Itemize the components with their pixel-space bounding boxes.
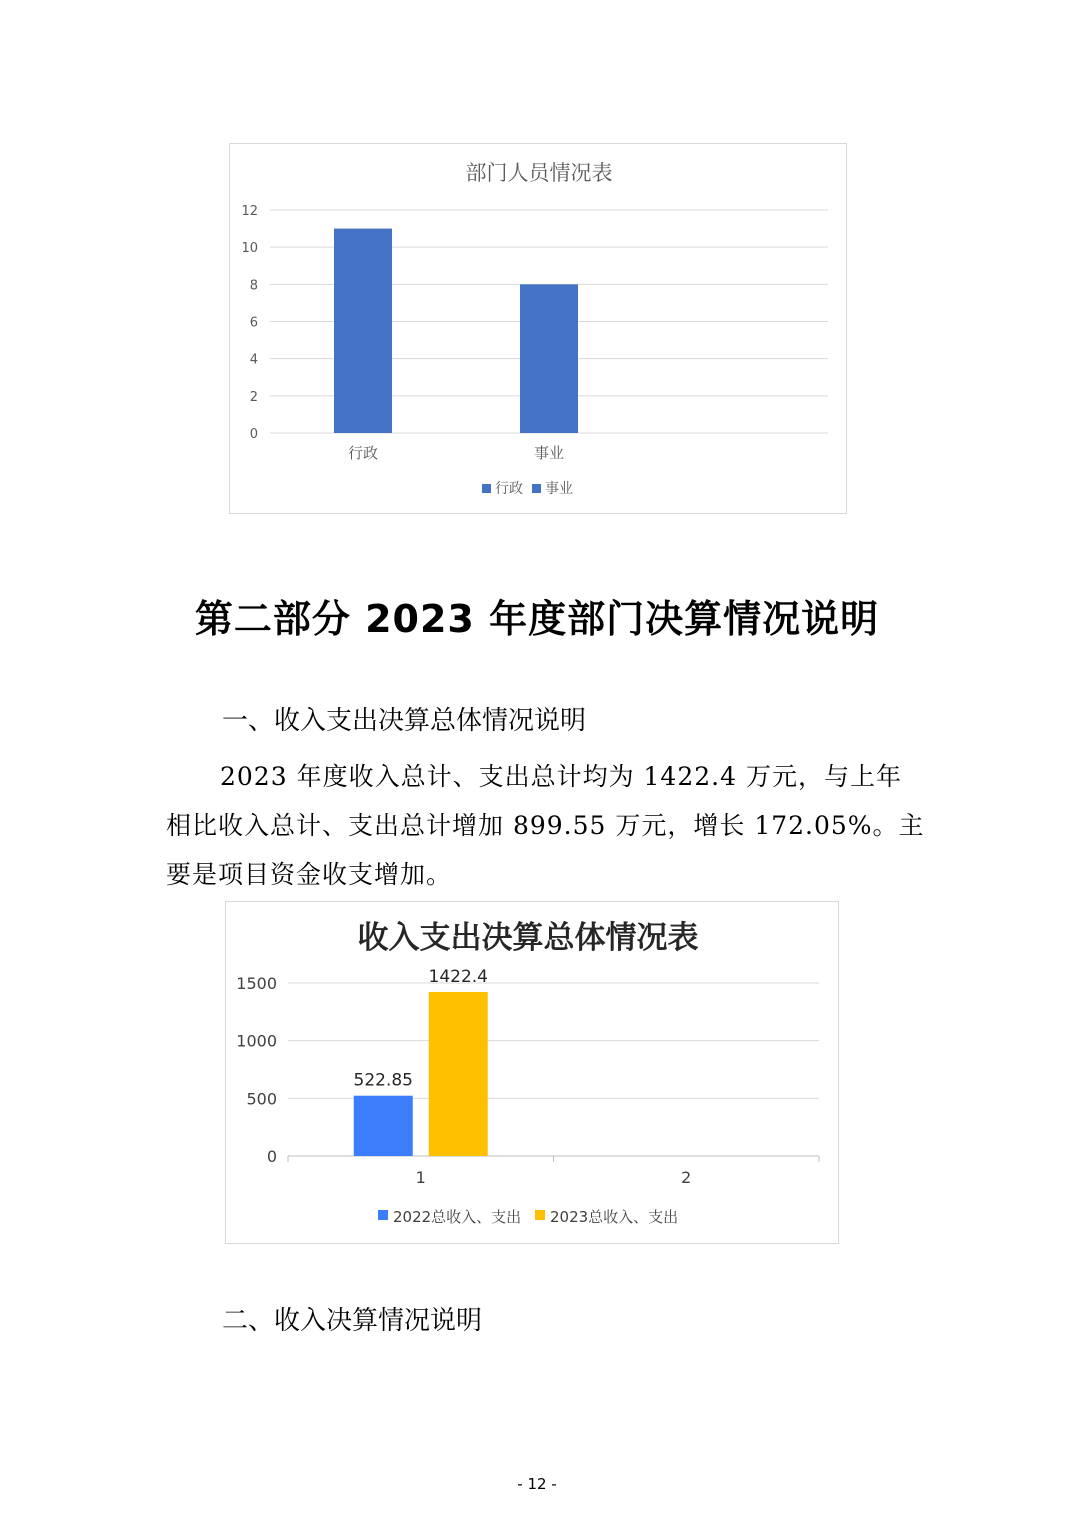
- staff-chart-svg: [230, 144, 848, 515]
- legend-swatch: [532, 484, 541, 493]
- income-chart-svg: [226, 902, 840, 1245]
- legend-swatch: [378, 1210, 388, 1220]
- legend-swatch: [535, 1210, 545, 1220]
- legend-label: 2023总收入、支出: [550, 1208, 679, 1226]
- y-tick-label: 6: [249, 315, 258, 331]
- x-tick-label: 事业: [533, 444, 565, 462]
- legend-swatch: [482, 484, 491, 493]
- bar-2023: [429, 992, 488, 1156]
- y-tick-label: 2: [249, 389, 258, 405]
- y-tick-label: 8: [249, 278, 258, 294]
- y-tick-label: 4: [249, 352, 258, 368]
- x-tick-label: 行政: [347, 444, 379, 462]
- income-expense-chart: [225, 901, 839, 1244]
- legend-label: 2022总收入、支出: [393, 1208, 522, 1226]
- chart-title: 部门人员情况表: [465, 161, 613, 185]
- y-tick-label: 1500: [236, 974, 277, 993]
- x-tick-label: 1: [415, 1168, 426, 1187]
- paragraph-text: 2023 年度收入总计、支出总计均为 1422.4 万元，与上年相比收入总计、支出总计增加 899.55 万元，增长 172.05%。主要是项目资金收支增加。: [166, 762, 925, 889]
- heading-income-expense-overview: 一、收入支出决算总体情况说明: [222, 706, 587, 736]
- y-tick-label: 10: [241, 241, 258, 257]
- bar-2022: [354, 1096, 413, 1156]
- y-tick-label: 0: [266, 1147, 277, 1166]
- section-title: 第二部分 2023 年度部门决算情况说明: [194, 597, 880, 641]
- legend-label: 事业: [545, 481, 573, 497]
- paragraph-overview: [166, 752, 926, 899]
- y-tick-label: 12: [241, 204, 258, 219]
- legend-label: 行政: [495, 481, 523, 497]
- heading-income: 二、收入决算情况说明: [222, 1306, 483, 1336]
- staff-chart: [229, 143, 847, 514]
- bar-1: [334, 229, 392, 433]
- y-tick-label: 1000: [236, 1031, 277, 1051]
- x-tick-label: 2: [681, 1168, 692, 1187]
- y-tick-label: 500: [246, 1089, 277, 1109]
- data-label: 1422.4: [428, 966, 488, 987]
- data-label: 522.85: [353, 1070, 413, 1091]
- page-number: - 12 -: [517, 1475, 557, 1493]
- chart-title: 收入支出决算总体情况表: [357, 920, 699, 956]
- y-tick-label: 0: [249, 427, 258, 442]
- bar-2: [520, 284, 578, 433]
